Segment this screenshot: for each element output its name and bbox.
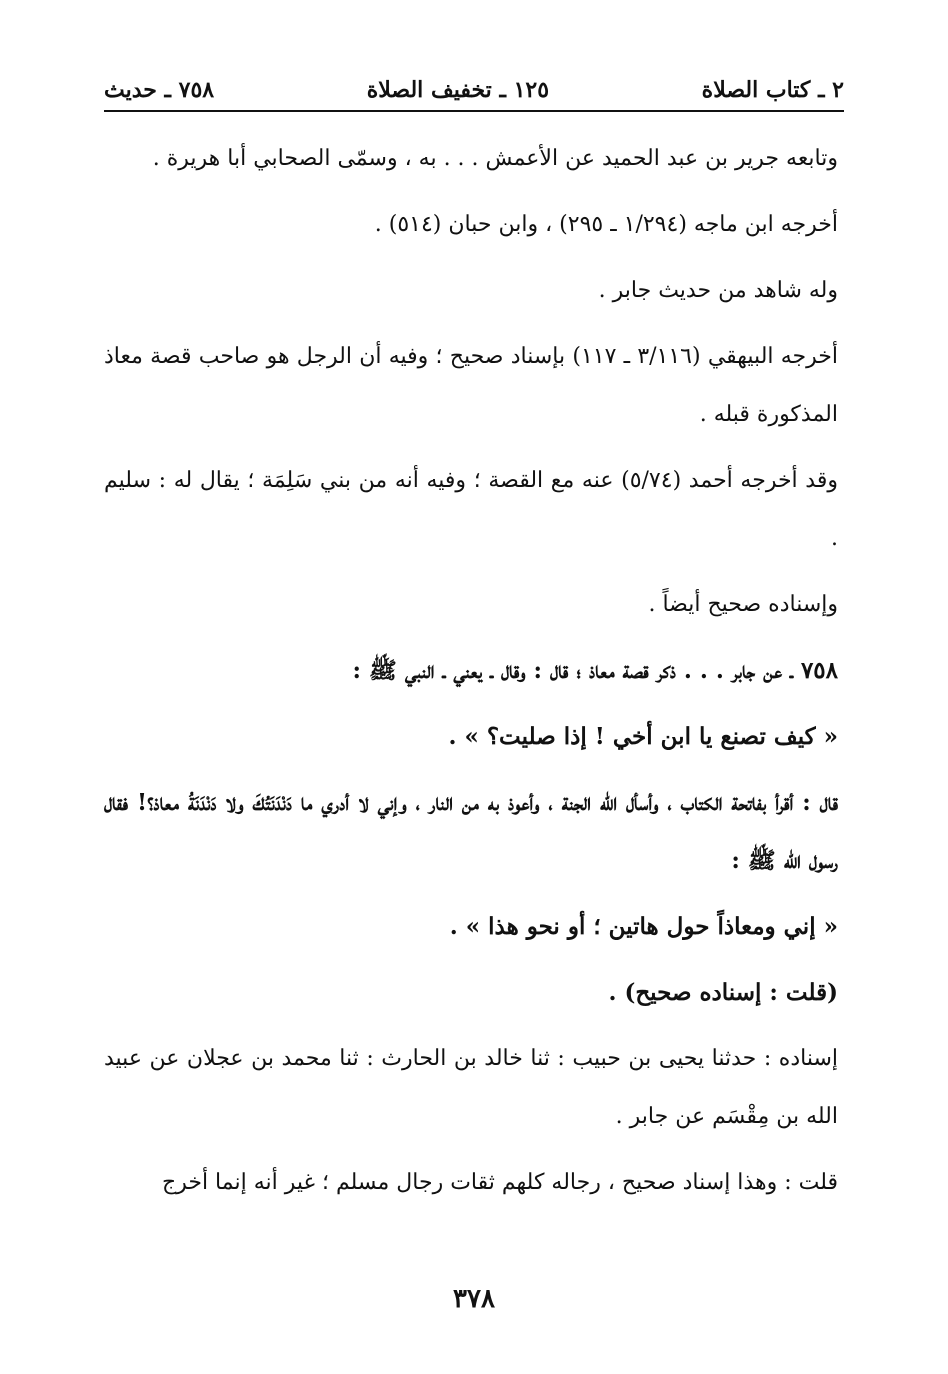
hadith-response: قال : أقرأ بفاتحة الكتاب ، وأسأل الله الجنة ، وأعوذ به من النار ، وإني لا أدري ما دَنْدَنَتُكَ ولا دَنْدَنَةُ معاذ؟! فقال رسول الله ﷺ : xyxy=(104,789,838,874)
running-header xyxy=(104,70,844,110)
header-divider xyxy=(104,110,844,112)
paragraph-commentary: قلت : وهذا إسناد صحيح ، رجاله كلهم ثقات رجال مسلم ؛ غير أنه إنما أخرج xyxy=(162,1170,838,1195)
paragraph-mutaba: وتابعه جرير بن عبد الحميد عن الأعمش . . . به ، وسمّى الصحابي أبا هريرة . xyxy=(152,146,838,171)
paragraph-ahmad: وقد أخرجه أحمد (٥/٧٤) عنه مع القصة ؛ وفيه أنه من بني سَلِمَة ؛ يقال له : سليم . xyxy=(104,468,838,551)
hadith-quote-2: « إني ومعاذاً حول هاتين ؛ أو نحو هذا » . xyxy=(449,913,838,940)
paragraph-bayhaqi: أخرجه البيهقي (٣/١١٦ ـ ١١٧) بإسناد صحيح ؛ وفيه أن الرجل هو صاحب قصة معاذ المذكورة قبله . xyxy=(104,344,838,427)
paragraph-isnad-sahih: وإسناده صحيح أيضاً . xyxy=(648,592,838,617)
grading-note: (قلت : إسناده صحيح) . xyxy=(608,979,838,1006)
page-number: ٣٧٨ xyxy=(453,1284,495,1314)
paragraph-ibn-majah: أخرجه ابن ماجه (١/٢٩٤ ـ ٢٩٥) ، وابن حبان (٥١٤) . xyxy=(374,212,838,237)
header-section: ١٢٥ ـ تخفيف الصلاة xyxy=(366,77,550,103)
header-hadith-number: ٧٥٨ ـ حديث xyxy=(104,77,215,103)
page-body xyxy=(104,130,838,1220)
hadith-heading: ٧٥٨ ـ عن جابر . . . ذكر قصة معاذ ؛ قال : وقال ـ يعني ـ النبي ﷺ : xyxy=(352,657,838,684)
paragraph-shahid: وله شاهد من حديث جابر . xyxy=(598,278,838,303)
hadith-quote-1: « كيف تصنع يا ابن أخي ! إذا صليت؟ » . xyxy=(448,723,838,750)
header-chapter: ٢ ـ كتاب الصلاة xyxy=(701,77,844,103)
paragraph-chain: إسناده : حدثنا يحيى بن حبيب : ثنا خالد بن الحارث : ثنا محمد بن عجلان عن عبيد الله بن مِقْسَم عن جابر . xyxy=(104,1046,838,1129)
